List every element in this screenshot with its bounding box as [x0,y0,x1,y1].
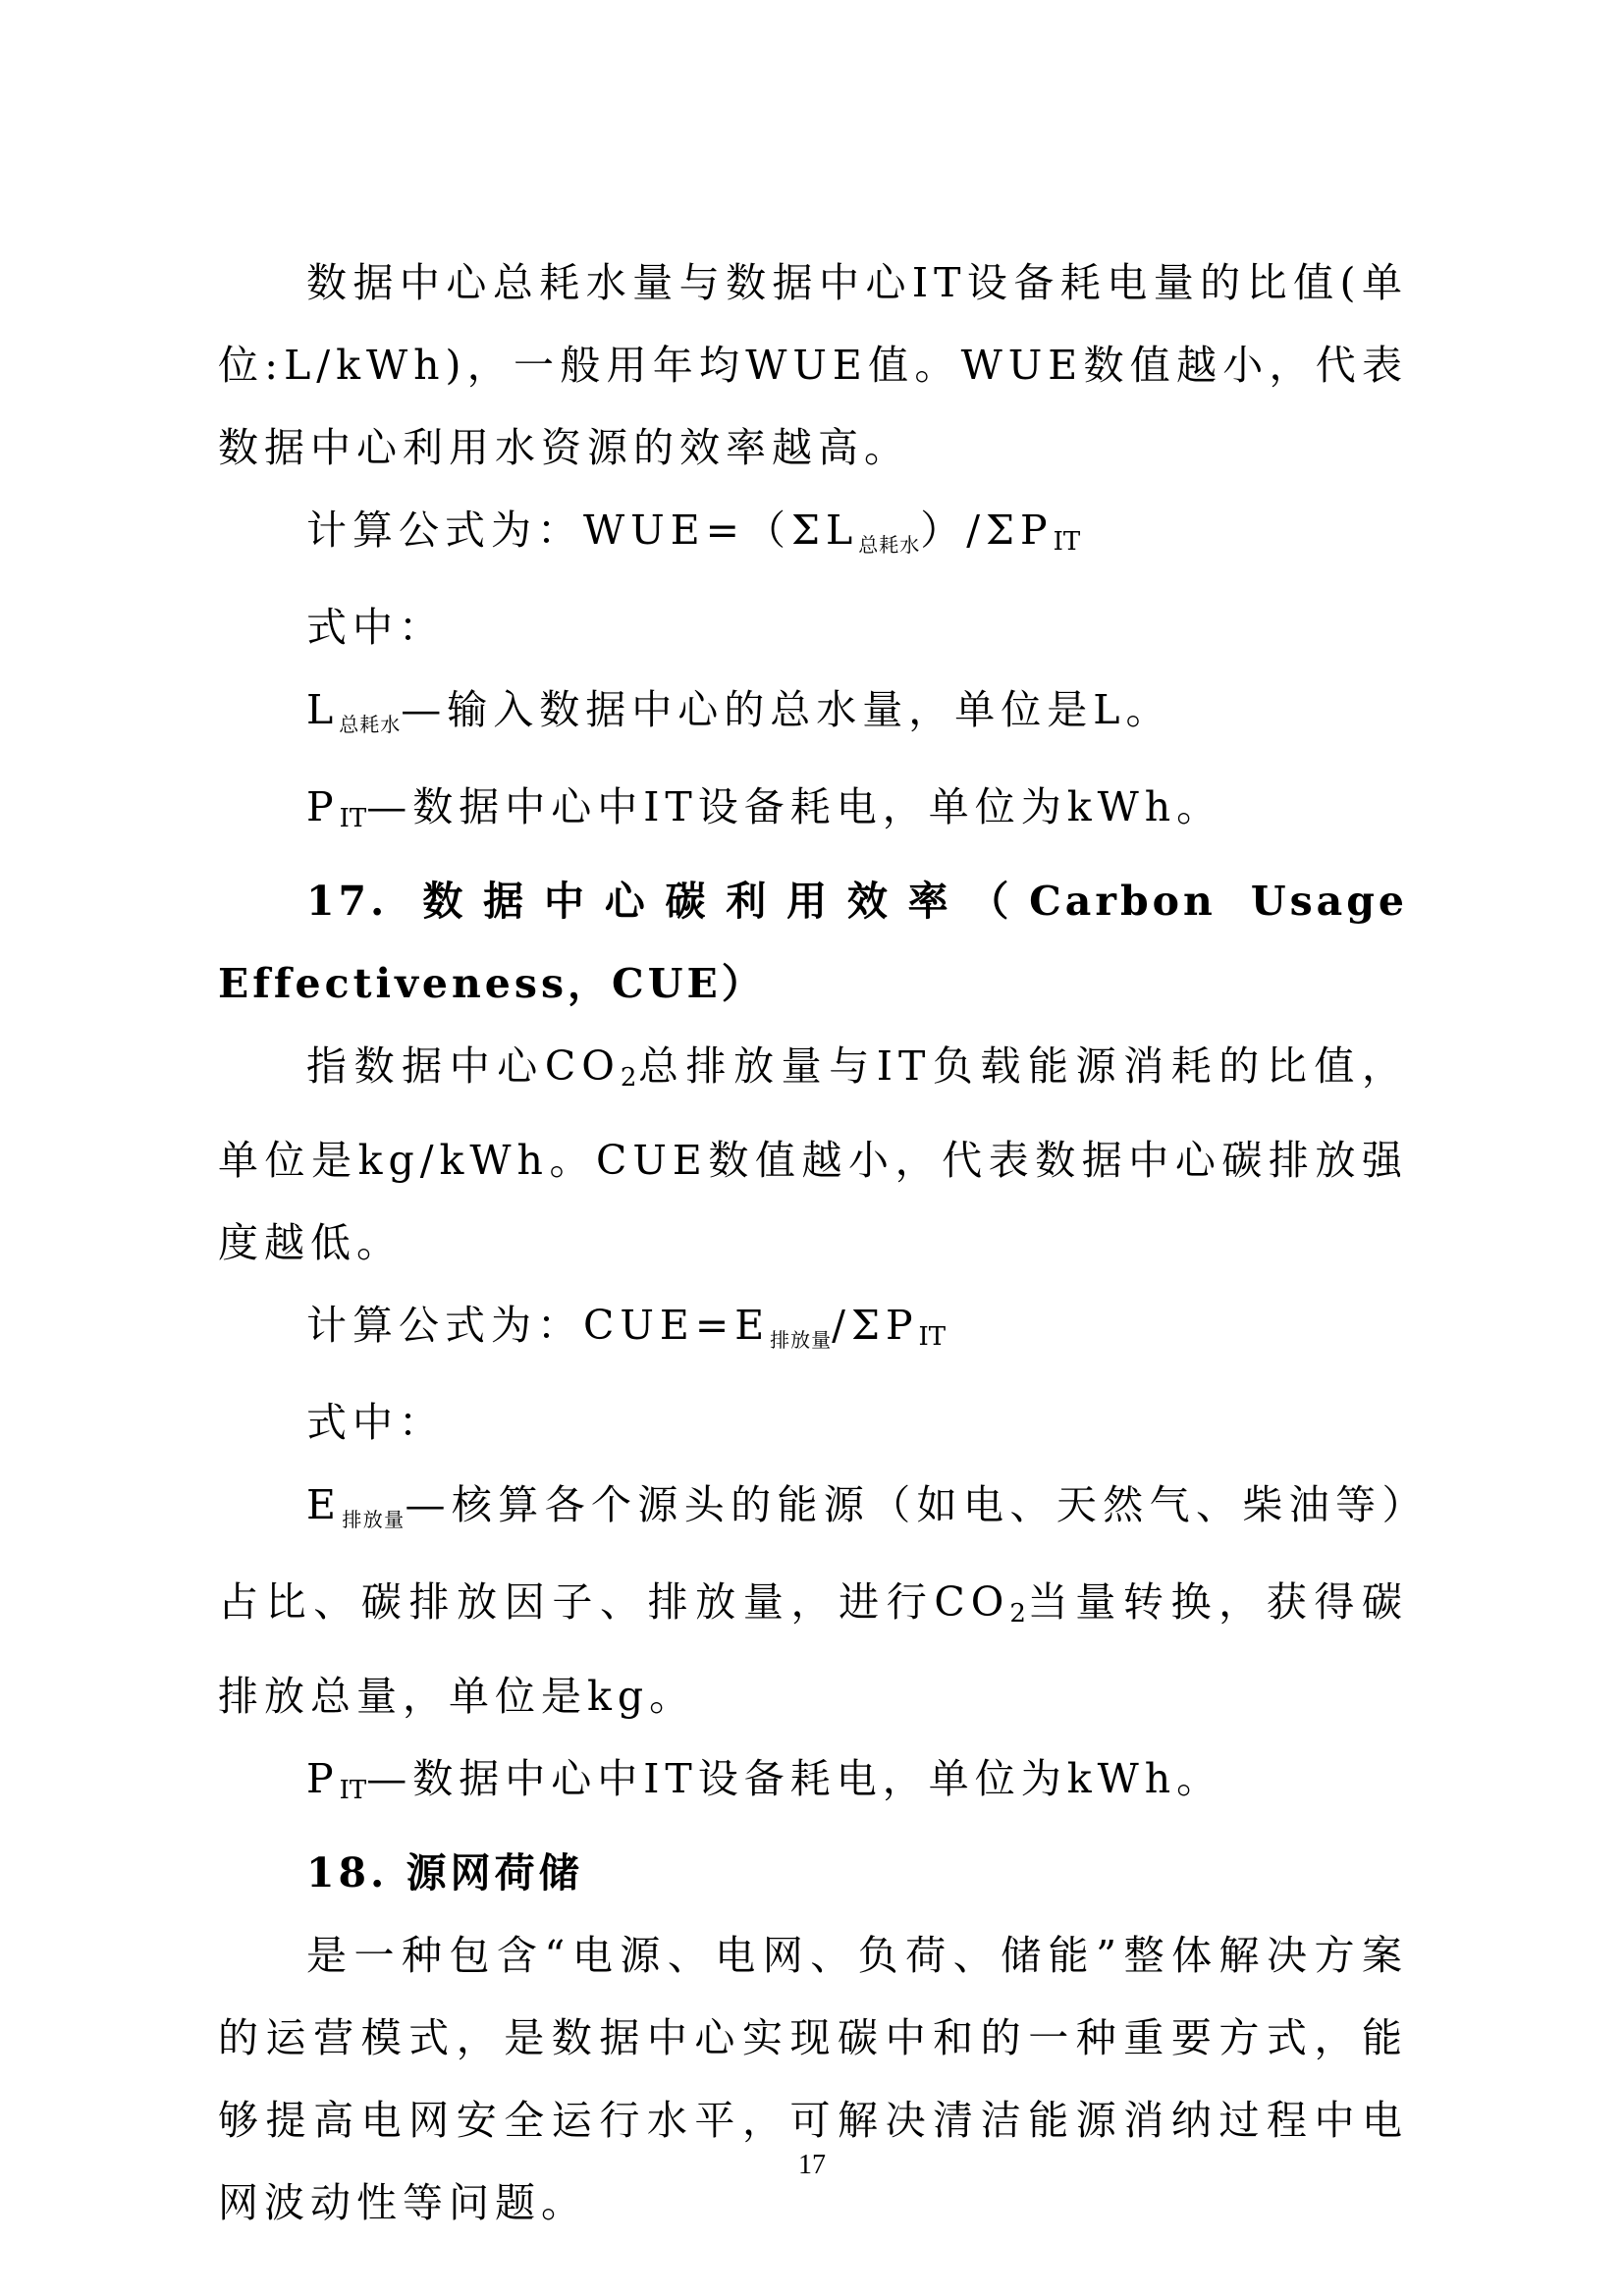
e-definition [218,1464,1408,1737]
l-subscript: 总耗水 [339,713,402,736]
p-it-subscript: IT [339,804,367,833]
e-definition-text-a: —核算各个源头的能源（如电、天然气、柴油等）占比、碳排放因子、排放量，进行CO [218,1481,1408,1626]
wue-formula-mid: ）/ΣP [920,507,1054,554]
wue-description: 数据中心总耗水量与数据中心IT设备耗电量的比值(单位:L/kWh)，一般用年均WUE值。WUE数值越小，代表数据中心利用水资源的效率越高。 [218,259,1408,471]
l-definition-text: —输入数据中心的总水量，单位是L。 [401,686,1172,733]
cue-formula-it-subscript: IT [918,1322,947,1352]
cue-formula-prefix: 计算公式为：CUE=E [306,1302,771,1349]
pit-definition-text: —数据中心中IT设备耗电，单位为kWh。 [366,783,1223,830]
l-definition [218,668,1408,766]
cue-description-b: 总排放量与IT负载能源消耗的比值，单位是kg/kWh。CUE数值越小，代表数据中心碳排放强度越低。 [218,1042,1408,1266]
cue-where: 式中： [306,1399,445,1446]
cue-formula [218,1284,1408,1381]
p-symbol-2: P [306,1755,340,1802]
pit-definition-cue [218,1737,1408,1832]
page-number: 17 [798,2150,826,2180]
cue-description [218,1025,1408,1284]
pit-definition-wue [218,766,1408,860]
cue-formula-mid: /ΣP [832,1302,919,1349]
p-symbol: P [306,783,340,830]
cue-description-a: 指数据中心CO [306,1042,621,1090]
wue-formula-subscript: 总耗水 [858,533,921,557]
co2-subscript-2: 2 [1009,1599,1026,1629]
wue-formula-it-subscript: IT [1053,527,1081,557]
source-grid-description: 是一种包含“电源、电网、负荷、储能”整体解决方案的运营模式，是数据中心实现碳中和的一种重要方式，能够提高电网安全运行水平，可解决清洁能源消纳过程中电网波动性等问题。 [218,1932,1408,2226]
e-symbol: E [306,1481,342,1528]
cue-formula-subscript: 排放量 [770,1328,833,1352]
p-it-subscript-2: IT [339,1776,367,1805]
section-heading-17: 17. 数据中心碳利用效率（Carbon Usage Effectiveness，CUE） [218,878,1408,1007]
wue-formula [218,489,1408,586]
wue-formula-prefix: 计算公式为：WUE=（ΣL [306,507,859,554]
l-symbol: L [306,686,340,733]
pit-definition-text-2: —数据中心中IT设备耗电，单位为kWh。 [366,1755,1223,1802]
document-body [218,241,1408,2244]
e-definition-text-b: 当量转换，获得碳排放总量，单位是kg。 [218,1578,1409,1720]
co2-subscript: 2 [620,1063,637,1093]
wue-where: 式中： [306,604,445,651]
e-subscript: 排放量 [341,1508,406,1531]
section-heading-18: 18. 源网荷储 [306,1849,583,1896]
